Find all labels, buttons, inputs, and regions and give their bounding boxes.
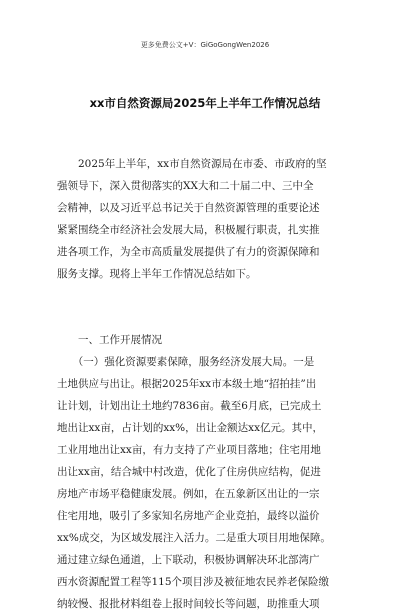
text-line: 紧紧围绕全市经济社会发展大局，积极履行职责，扎实推 <box>57 224 320 236</box>
section-paragraph <box>57 351 355 615</box>
text-line: 地出让xx亩，占计划的xx%，出让金额达xx亿元。其中， <box>57 422 324 434</box>
text-line: （一）强化资源要素保障，服务经济发展大局。一是 <box>57 356 315 368</box>
section-heading <box>57 329 355 351</box>
intro-paragraph <box>57 153 355 285</box>
text-line: 服务支撑。现将上半年工作情况总结如下。 <box>57 268 257 280</box>
text-line: 会精神，以及习近平总书记关于自然资源管理的重要论述 <box>57 202 320 214</box>
section-heading-text: 一、工作开展情况 <box>57 334 162 346</box>
text-line: 工业用地出让xx亩，有力支持了产业项目落地；住宅用地 <box>57 444 321 456</box>
text-line: 通过建立绿色通道，上下联动，积极协调解决环北部湾广 <box>57 554 320 566</box>
document-title: xx市自然资源局2025年上半年工作情况总结 <box>89 96 321 110</box>
text-line: 强领导下，深入贯彻落实的XX大和二十届二中、三中全 <box>57 180 314 192</box>
text-line: 房地产市场平稳健康发展。例如，在五象新区出让的一宗 <box>57 488 320 500</box>
text-line: 出让xx亩，结合城中村改造，优化了住房供应结构，促进 <box>57 466 321 478</box>
text-line: 土地供应与出让。根据2025年xx市本级土地“招拍挂”出 <box>57 378 317 390</box>
text-line: 进各项工作，为全市高质量发展提供了有力的资源保障和 <box>57 246 320 258</box>
text-line: 让计划，计划出让土地约7836亩。截至6月底，已完成土 <box>57 400 322 412</box>
header-note: 更多免费公文+V：GiGoGongWen2026 <box>140 41 270 49</box>
text-line: 西水资源配置工程等115个项目涉及被征地农民养老保险缴 <box>57 576 330 588</box>
text-line: 纳较慢、报批材料组卷上报时间较长等问题，助推重大项 <box>57 598 320 610</box>
text-line: 住宅用地，吸引了多家知名房地产企业竞拍，最终以溢价 <box>57 510 320 522</box>
text-line: 2025年上半年，xx市自然资源局在市委、市政府的坚 <box>57 158 327 170</box>
text-line: xx%成交，为区域发展注入活力。二是重大项目用地保障。 <box>57 532 331 544</box>
